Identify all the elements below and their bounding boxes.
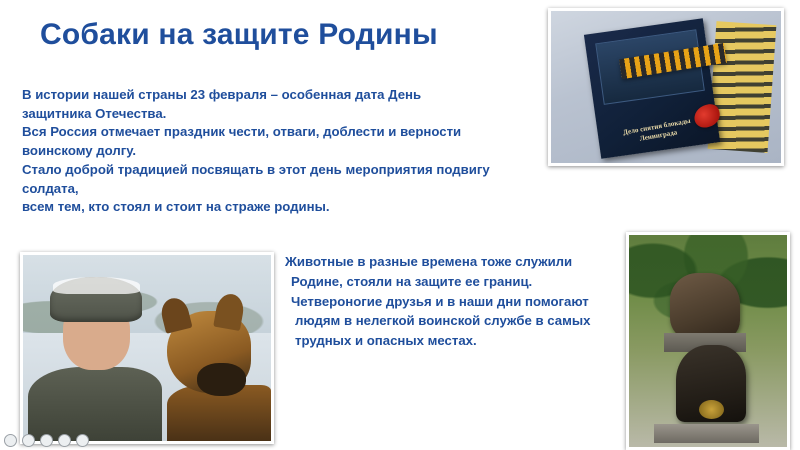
paragraph1-line-1: В истории нашей страны 23 февраля – особенная дата День: [22, 87, 422, 102]
paragraph2-line-2: Родине, стояли на защите ее границ.: [291, 273, 533, 289]
circle-icon-1[interactable]: [4, 434, 17, 447]
book-photo: [548, 8, 784, 166]
book-cover-title: Дело снятия блокады Ленинграда: [623, 117, 692, 143]
circle-icon-5[interactable]: [76, 434, 89, 447]
dog-monument-photo: [626, 232, 790, 450]
paragraph2-line-5: трудных и опасных местах.: [295, 333, 477, 349]
circle-icon-3[interactable]: [40, 434, 53, 447]
paragraph1-line-5: Стало доброй традицией посвящать в этот день мероприятия подвигу солдата,: [22, 161, 490, 196]
page-title: Собаки на защите Родины: [40, 18, 438, 51]
paragraph1-line-3: Вся Россия отмечает праздник чести, отваги, доблести и верности: [22, 124, 462, 140]
body-paragraph-1: [22, 86, 542, 217]
paragraph2-line-4: людям в нелегкой воинской службе в самых: [295, 313, 591, 329]
soldier-body: [28, 367, 162, 441]
book-cover: [584, 18, 720, 158]
paragraph1-line-6: всем тем, кто стоял и стоит на страже родины.: [22, 199, 330, 215]
monument-base: [654, 424, 758, 443]
paragraph2-line-1: Животные в разные времена тоже служили: [285, 254, 573, 269]
snow-on-hat: [53, 277, 140, 294]
status-icon-bar: [4, 434, 89, 447]
dog-snout: [197, 363, 247, 396]
paragraph1-line-4: воинскому долгу.: [22, 143, 137, 159]
circle-icon-2[interactable]: [22, 434, 35, 447]
circle-icon-4[interactable]: [58, 434, 71, 447]
soldier-dog-photo: [20, 252, 274, 444]
paragraph1-line-2: защитника Отечества.: [22, 105, 167, 121]
monument-dog-upper-statue: [670, 273, 740, 341]
paragraph2-line-3: Четвероногие друзья и в наши дни помогают: [291, 293, 589, 309]
body-paragraph-2: [285, 252, 625, 351]
